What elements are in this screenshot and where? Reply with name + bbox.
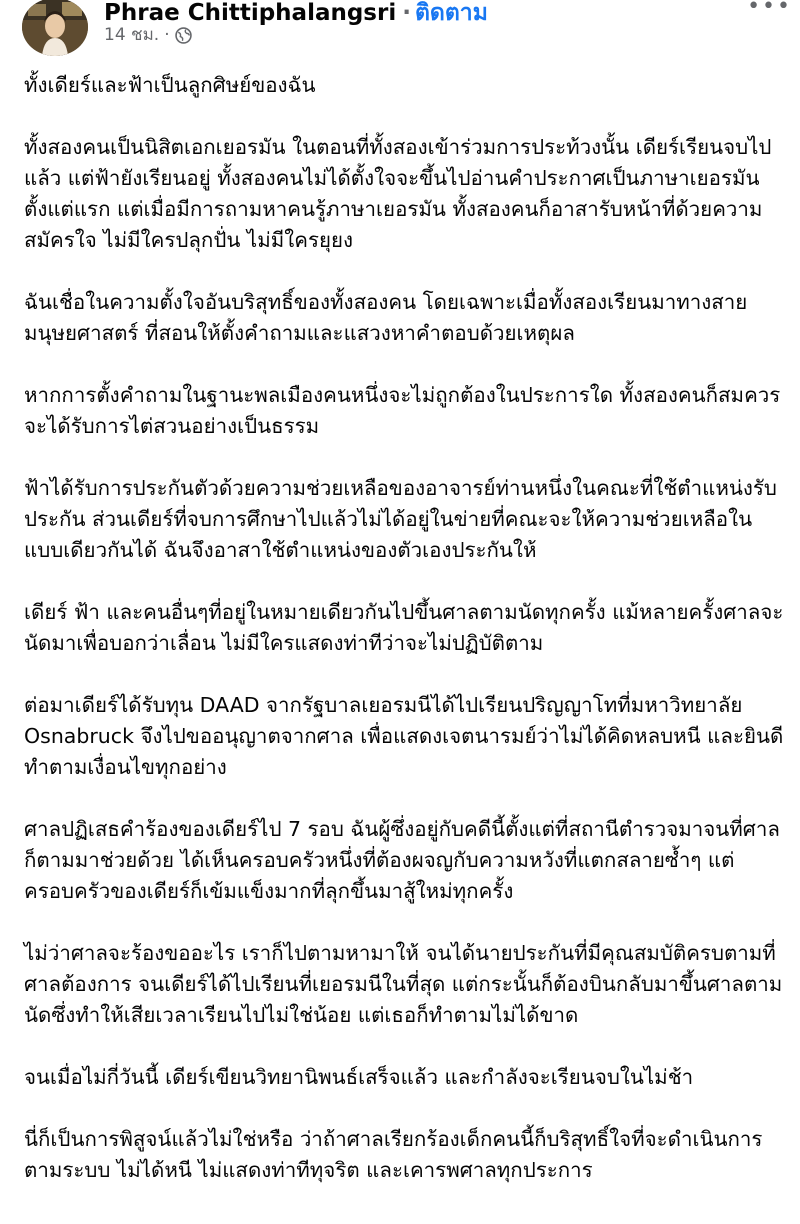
meta-separator: · [164,25,170,45]
paragraph-5: ฟ้าได้รับการประกันตัวด้วยความช่วยเหลือของอาจารย์ท่านหนึ่งในคณะที่ใช้ตำแหน่งรับประกัน ส่วนเดียร์ที่จบการศึกษาไปแล้วไม่ได้อยู่ในข่ายที่คณะจะให้ความช่วยเหลือในแบบเดียวกันได้ ฉันจึงอาสาใช้ตำแหน่งของตัวเองประกันให้ [24,476,777,562]
post-meta [104,24,192,46]
timestamp[interactable]: 14 ชม. [104,25,160,45]
more-options-icon[interactable]: ••• [747,0,792,19]
paragraph-1: ทั้งเดียร์และฟ้าเป็นลูกศิษย์ของฉัน [24,73,316,97]
globe-icon[interactable] [175,27,192,44]
paragraph-6: เดียร์ ฟ้า และคนอื่นๆที่อยู่ในหมายเดียวกันไปขึ้นศาลตามนัดทุกครั้ง แม้หลายครั้งศาลจะนัดมาเพื่อบอกว่าเลื่อน ไม่มีใครแสดงท่าทีว่าจะไม่ปฏิบัติตาม [24,600,784,655]
separator: · [402,0,411,26]
paragraph-9: ไม่ว่าศาลจะร้องขออะไร เราก็ไปตามหามาให้ จนได้นายประกันที่มีคุณสมบัติครบตามที่ศาลต้องการ จนเดียร์ได้ไปเรียนที่เยอรมนีในที่สุด แต่กระนั้นก็ต้องบินกลับมาขึ้นศาลตามนัดซึ่งทำให้เสียเวลาเรียนไปไม่ใช่น้อย แต่เธอก็ทำตามไม่ได้ขาด [24,941,783,1027]
paragraph-11: นี่ก็เป็นการพิสูจน์แล้วไม่ใช่หรือ ว่าถ้าศาลเรียกร้องเด็กคนนี้ก็บริสุทธิ์ใจที่จะดำเนินการตามระบบ ไม่ได้หนี ไม่แสดงท่าทีทุจริต และเคารพศาลทุกประการ [24,1127,763,1182]
avatar[interactable] [22,0,88,56]
paragraph-7: ต่อมาเดียร์ได้รับทุน DAAD จากรัฐบาลเยอรมนีได้ไปเรียนปริญญาโทที่มหาวิทยาลัย Osnabruck จึงไปขออนุญาตจากศาล เพื่อแสดงเจตนารมย์ว่าไม่ได้คิดหลบหนี และยินดีทำตามเงื่อนไขทุกอย่าง [24,693,784,779]
paragraph-10: จนเมื่อไม่กี่วันนี้ เดียร์เขียนวิทยานิพนธ์เสร็จแล้ว และกำลังจะเรียนจบในไม่ช้า [24,1065,694,1089]
paragraph-3: ฉันเชื่อในความตั้งใจอันบริสุทธิ์ของทั้งสองคน โดยเฉพาะเมื่อทั้งสองเรียนมาทางสายมนุษยศาสตร์ ที่สอนให้ตั้งคำถามและแสวงหาคำตอบด้วยเหตุผล [24,290,748,345]
paragraph-8: ศาลปฏิเสธคำร้องของเดียร์ไป 7 รอบ ฉันผู้ซึ่งอยู่กับคดีนี้ตั้งแต่ที่สถานีตำรวจมาจนที่ศาลก็ตามมาช่วยด้วย ได้เห็นครอบครัวหนึ่งที่ต้องผจญกับความหวังที่แตกสลายซ้ำๆ แต่ครอบครัวของเดียร์ก็เข้มแข็งมากที่ลุกขึ้นมาสู้ใหม่ทุกครั้ง [24,817,780,903]
paragraph-2: ทั้งสองคนเป็นนิสิตเอกเยอรมัน ในตอนที่ทั้งสองเข้าร่วมการประท้วงนั้น เดียร์เรียนจบไปแล้ว แต่ฟ้ายังเรียนอยู่ ทั้งสองคนไม่ได้ตั้งใจจะขึ้นไปอ่านคำประกาศเป็นภาษาเยอรมันตั้งแต่แรก แต่เมื่อมีการถามหาคนรู้ภาษาเยอรมัน ทั้งสองคนก็อาสารับหน้าที่ด้วยความสมัครใจ ไม่มีใครปลุกปั่น ไม่มีใครยุยง [24,135,772,252]
post-text [24,70,788,1186]
follow-button[interactable]: ติดตาม [414,0,488,26]
author-line [104,0,488,26]
paragraph-4: หากการตั้งคำถามในฐานะพลเมืองคนหนึ่งจะไม่ถูกต้องในประการใด ทั้งสองคนก็สมควรจะได้รับการไต่สวนอย่างเป็นธรรม [24,383,781,438]
post-header [0,0,800,62]
author-name[interactable]: Phrae Chittiphalangsri [104,0,397,26]
